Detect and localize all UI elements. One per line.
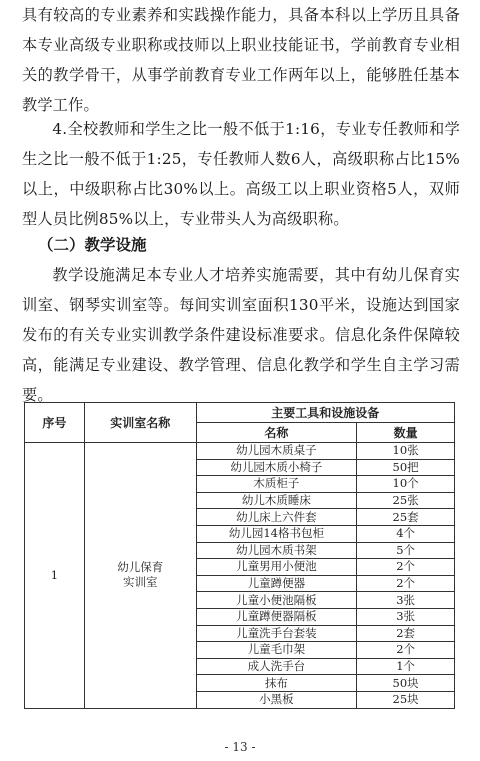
row-room-name (84, 443, 196, 709)
item-name: 抹布 (196, 675, 357, 692)
item-name: 小黑板 (196, 691, 357, 708)
header-item-name: 名称 (196, 423, 357, 443)
item-qty: 5个 (357, 542, 455, 559)
item-qty: 2个 (357, 642, 455, 659)
item-qty: 25块 (357, 691, 455, 708)
table-row (25, 443, 455, 460)
item-name: 幼儿床上六件套 (196, 509, 357, 526)
paragraph-teacher-ratio: 4.全校教师和学生之比一般不低于1:16，专业专任教师和学生之比一般不低于1:25，专任教师人数6人，高级职称占比15%以上，中级职称占比30%以上。高级工以上职业资格5人，双师型人员比例85%以上，专业带头人为高级职称。 (22, 120, 460, 228)
item-qty: 10张 (357, 443, 455, 460)
item-name: 儿童小便池隔板 (196, 592, 357, 609)
item-name: 儿童毛巾架 (196, 642, 357, 659)
item-qty: 3张 (357, 608, 455, 625)
header-item-qty: 数量 (357, 423, 455, 443)
room-name-line1: 幼儿保育 (117, 560, 164, 575)
row-seq: 1 (25, 443, 85, 709)
item-qty: 50块 (357, 675, 455, 692)
item-qty: 2个 (357, 559, 455, 576)
item-qty: 4个 (357, 525, 455, 542)
item-qty: 2个 (357, 575, 455, 592)
item-qty: 50把 (357, 459, 455, 476)
item-qty: 25套 (357, 509, 455, 526)
header-seq: 序号 (25, 403, 85, 443)
item-qty: 25张 (357, 492, 455, 509)
item-qty: 1个 (357, 658, 455, 675)
facility-table (24, 402, 455, 709)
room-name-line2: 实训室 (122, 575, 158, 590)
item-name: 儿童男用小便池 (196, 559, 357, 576)
item-qty: 3张 (357, 592, 455, 609)
item-name: 幼儿园木质桌子 (196, 443, 357, 460)
item-name: 成人洗手台 (196, 658, 357, 675)
item-name: 幼儿木质睡床 (196, 492, 357, 509)
item-name: 幼儿园14格书包柜 (196, 525, 357, 542)
item-name: 儿童洗手台套装 (196, 625, 357, 642)
item-name: 幼儿园木质书架 (196, 542, 357, 559)
page-number: - 13 - (224, 740, 256, 754)
item-qty: 2套 (357, 625, 455, 642)
item-name: 儿童蹲便器隔板 (196, 608, 357, 625)
item-name: 儿童蹲便器 (196, 575, 357, 592)
header-equipment: 主要工具和设施设备 (196, 403, 454, 423)
section-heading-facilities: （二）教学设施 (38, 236, 147, 254)
paragraph-facilities: 教学设施满足本专业人才培养实施需要，其中有幼儿保育实训室、钢琴实训室等。每间实训室面积130平米，设施达到国家发布的有关专业实训教学条件建设标准要求。信息化条件保障较高，能满足专业建设、教学管理、信息化教学和学生自主学习需要。 (22, 266, 460, 404)
item-qty: 10个 (357, 476, 455, 493)
item-name: 木质柜子 (196, 476, 357, 493)
header-room-name: 实训室名称 (84, 403, 196, 443)
item-name: 幼儿园木质小椅子 (196, 459, 357, 476)
paragraph-qualifications: 具有较高的专业素养和实践操作能力，具备本科以上学历且具备本专业高级专业职称或技师以上职业技能证书，学前教育专业相关的教学骨干，从事学前教育专业工作两年以上，能够胜任基本教学工作。 (22, 6, 460, 114)
